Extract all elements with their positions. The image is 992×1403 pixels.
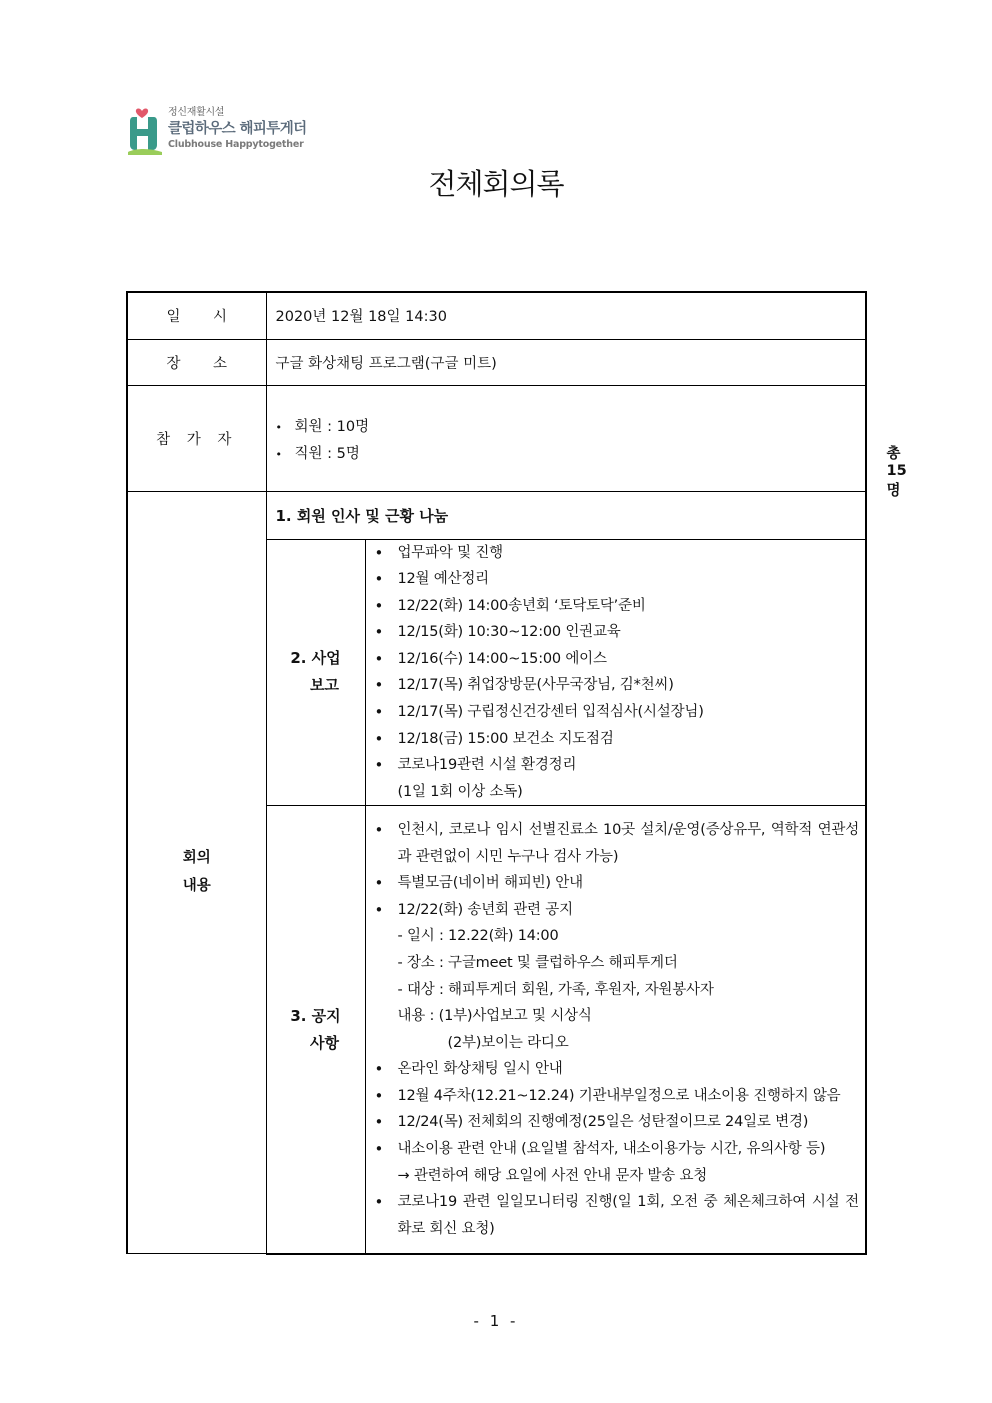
- list-item: • 12/18(금) 15:00 보건소 지도점검: [366, 726, 860, 753]
- list-item: • 12/15(화) 10:30~12:00 인권교육: [366, 619, 860, 646]
- list-subitem: (2부)보이는 라디오: [447, 1034, 569, 1051]
- meeting-content-label: 회의 내용: [127, 491, 266, 1254]
- datetime-value: 2020년 12월 18일 14:30: [266, 292, 866, 339]
- org-subtitle: 정신재활시설: [168, 107, 225, 118]
- participant-members: • 회원 : 10명: [276, 414, 370, 441]
- list-item-note: (1일 1회 이상 소독): [397, 783, 523, 800]
- minutes-table: [126, 291, 907, 1255]
- list-item: • 12/24(목) 전체회의 진행예정(25일은 성탄절이므로 24일로 변경): [366, 1109, 860, 1136]
- list-item: • 12월 예산정리: [366, 566, 860, 593]
- list-item: • 12/22(화) 송년회 관련 공지: [366, 897, 860, 924]
- part1-title: 1. 회원 인사 및 근황 나눔: [266, 491, 866, 539]
- list-item: • 업무파악 및 진행: [366, 540, 860, 567]
- part3-content: [365, 806, 866, 1254]
- list-item: • 코로나19 관련 일일모니터링 진행(일 1회, 오전 중 체온체크하여 시설 전화로 회신 요청): [366, 1189, 860, 1242]
- list-item: • 온라인 화상채팅 일시 안내: [366, 1056, 860, 1083]
- list-item: • 12/22(화) 14:00송년회 ‘토닥토닥’준비: [366, 593, 860, 620]
- list-subitem: - 대상 : 해피투게더 회원, 가족, 후원자, 자원봉사자: [397, 981, 714, 998]
- list-item: • 12월 4주차(12.21~12.24) 기관내부일정으로 내소이용 진행하지 않음: [366, 1083, 860, 1110]
- participants-label: 참 가 자: [127, 385, 266, 491]
- clubhouse-logo-icon: [128, 103, 164, 155]
- part3-label: 3. 공지 사항: [266, 806, 365, 1254]
- document-title: 전체회의록: [428, 167, 564, 201]
- place-row: [127, 339, 866, 385]
- list-subitem: → 관련하여 해당 요일에 사전 안내 문자 발송 요청: [397, 1167, 708, 1184]
- datetime-row: [127, 292, 866, 339]
- list-subitem: 내용 : (1부)사업보고 및 시상식: [397, 1008, 592, 1025]
- participants-total: 총 15명: [886, 446, 907, 499]
- participants-cell: [266, 385, 907, 499]
- place-value: 구글 화상채팅 프로그램(구글 미트): [266, 339, 866, 385]
- business-report-list: [366, 540, 866, 806]
- notice-list: [366, 817, 866, 1243]
- org-name-english: Clubhouse Happytogether: [168, 139, 304, 150]
- list-item: • 코로나19관련 시설 환경정리: [366, 752, 860, 779]
- organization-logo: [128, 103, 358, 159]
- page-number: - 1 -: [473, 1312, 519, 1330]
- place-label: 장 소: [127, 339, 266, 385]
- list-subitem: - 장소 : 구글meet 및 클럽하우스 해피투게더: [397, 954, 678, 971]
- list-item: • 인천시, 코로나 임시 선별진료소 10곳 설치/운영(증상유무, 역학적 연관성과 관련없이 시민 누구나 검사 가능): [366, 817, 860, 870]
- part1-row: [127, 491, 866, 539]
- participant-staff: • 직원 : 5명: [276, 441, 370, 468]
- participants-row: [127, 385, 866, 491]
- bullet-icon: •: [275, 421, 282, 434]
- list-item: • 12/17(목) 구립정신건강센터 입적심사(시설장님): [366, 699, 860, 726]
- list-item: • 특별모금(네이버 해피빈) 안내: [366, 870, 860, 897]
- part2-content: [365, 539, 866, 806]
- datetime-label: 일 시: [127, 292, 266, 339]
- list-item: • 12/16(수) 14:00~15:00 에이스: [366, 646, 860, 673]
- bullet-icon: •: [275, 448, 282, 461]
- part2-label: 2. 사업 보고: [266, 539, 365, 806]
- list-item: • 내소이용 관련 안내 (요일별 참석자, 내소이용가능 시간, 유의사항 등): [366, 1136, 860, 1163]
- list-item: • 12/17(목) 취업장방문(사무국장님, 김*천씨): [366, 672, 860, 699]
- org-name: 클럽하우스 해피투게더: [168, 121, 307, 137]
- list-subitem: - 일시 : 12.22(화) 14:00: [397, 928, 559, 945]
